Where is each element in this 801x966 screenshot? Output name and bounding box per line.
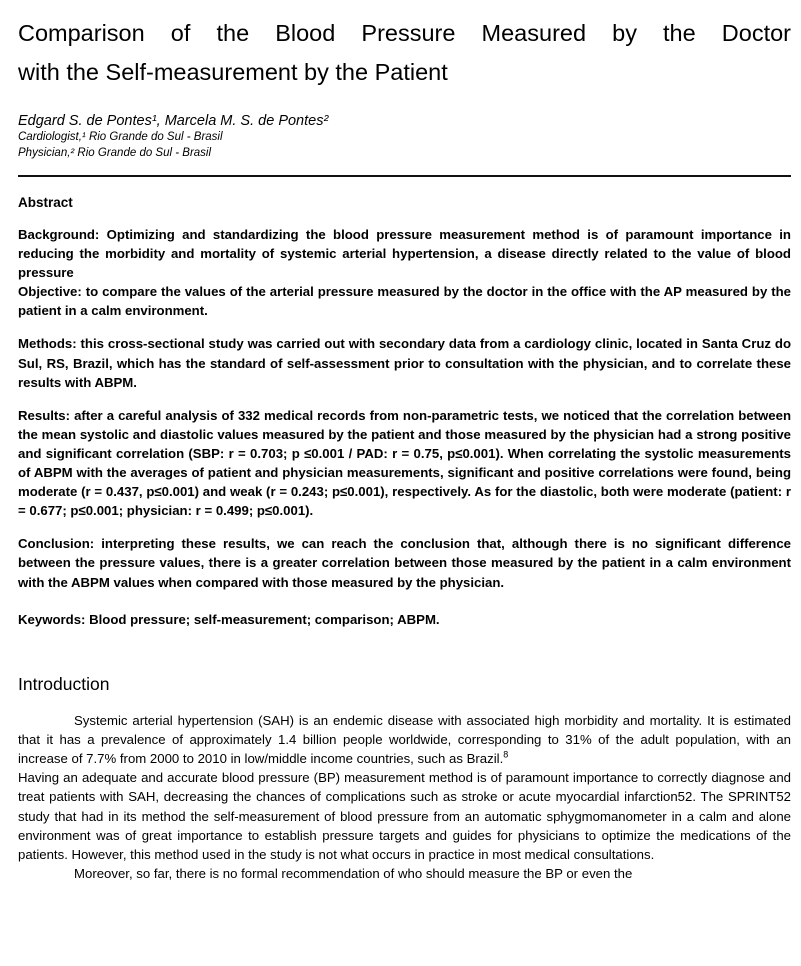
header-divider	[18, 175, 791, 177]
introduction-paragraph-3	[18, 864, 791, 883]
page-title-line-1: Comparison of the Blood Pressure Measured by the Doctor	[18, 20, 791, 46]
abstract-background-text: Optimizing and standardizing the blood pressure measurement method is of paramount importance in reducing the morbidity and mortality of systemic arterial hypertension, a disease directly related to the value of blood pressure	[18, 227, 791, 281]
author-names: Edgard S. de Pontes¹, Marcela M. S. de Pontes²	[18, 113, 329, 129]
abstract-conclusion-text: interpreting these results, we can reach the conclusion that, although there is no significant difference between the pressure values, there is a greater correlation between those measured by the patient in a calm environment with the ABPM values when compared with those measured by the physician.	[18, 536, 791, 590]
author-block	[18, 112, 791, 161]
page-title-line-2: with the Self-measurement by the Patient	[18, 59, 448, 85]
abstract-keywords: Keywords: Blood pressure; self-measurement; comparison; ABPM.	[18, 611, 440, 627]
abstract-background	[18, 225, 791, 282]
author-affiliation-1: Cardiologist,¹ Rio Grande do Sul - Brasil	[18, 131, 223, 143]
introduction-paragraph-1-text: Systemic arterial hypertension (SAH) is an endemic disease with associated high morbidity and mortality. It is estimated that it has a prevalence of approximately 1.4 billion people worldwide, corresponding to 31% of the adult population, with an increase of 7.7% from 2000 to 2010 in low/middle income countries, such as Brazil.	[18, 712, 791, 766]
abstract-methods	[18, 334, 791, 391]
section-heading-introduction: Introduction	[18, 673, 110, 694]
abstract-section	[18, 194, 791, 629]
abstract-heading: Abstract	[18, 195, 73, 210]
abstract-background-label: Background:	[18, 227, 100, 242]
abstract-methods-label: Methods:	[18, 336, 77, 352]
abstract-results	[18, 406, 791, 521]
introduction-paragraph-3-text: Moreover, so far, there is no formal recommendation of who should measure the BP or even the	[74, 866, 633, 882]
author-affiliation-2: Physician,² Rio Grande do Sul - Brasil	[18, 146, 212, 159]
abstract-results-text: after a careful analysis of 332 medical records from non-parametric tests, we noticed that the correlation between the mean systolic and diastolic values measured by the patient and those measured by the physician had a strong positive and significant correlation (SBP: r = 0.703; p ≤0.001 / PAD: r = 0.75, p≤0.001). When correlating the systolic measurements of ABPM with the averages of patient and physician measurements, significant and positive correlations were found, being moderate (r = 0.437, p≤0.001) and weak (r = 0.243; p≤0.001), respectively. As for the diastolic, both were moderate (patient: r = 0.677; p≤0.001; physician: r = 0.499; p≤0.001).	[18, 407, 791, 519]
page-title	[18, 0, 791, 92]
abstract-conclusion-label: Conclusion:	[18, 536, 95, 552]
abstract-conclusion	[18, 534, 791, 591]
page-content	[18, 0, 791, 883]
abstract-objective-label: Objective:	[18, 284, 82, 300]
abstract-objective-text: to compare the values of the arterial pressure measured by the doctor in the office with the AP measured by the patient in a calm environment.	[18, 284, 791, 319]
introduction-paragraph-1	[18, 711, 791, 769]
citation-marker: 8	[503, 749, 509, 760]
abstract-objective	[18, 282, 791, 320]
introduction-paragraph-2: Having an adequate and accurate blood pressure (BP) measurement method is of paramount importance to correctly diagnose and treat patients with SAH, decreasing the chances of complications such as stroke or acute myocardial infarction52. The SPRINT52 study that had in its method the self-measurement of blood pressure from an automatic sphygmomanometer in a calm and alone environment was of great importance to establish pressure targets and guides for physicians to optimize the medications of the patients. However, this method used in the study is not what occurs in practice in most medical consultations.	[18, 770, 791, 863]
abstract-results-label: Results:	[18, 407, 71, 423]
abstract-methods-text: this cross-sectional study was carried out with secondary data from a cardiology clinic, located in Santa Cruz do Sul, RS, Brazil, which has the standard of self-assessment prior to consultation with the physician, and to correlate these results with ABPM.	[18, 336, 791, 390]
